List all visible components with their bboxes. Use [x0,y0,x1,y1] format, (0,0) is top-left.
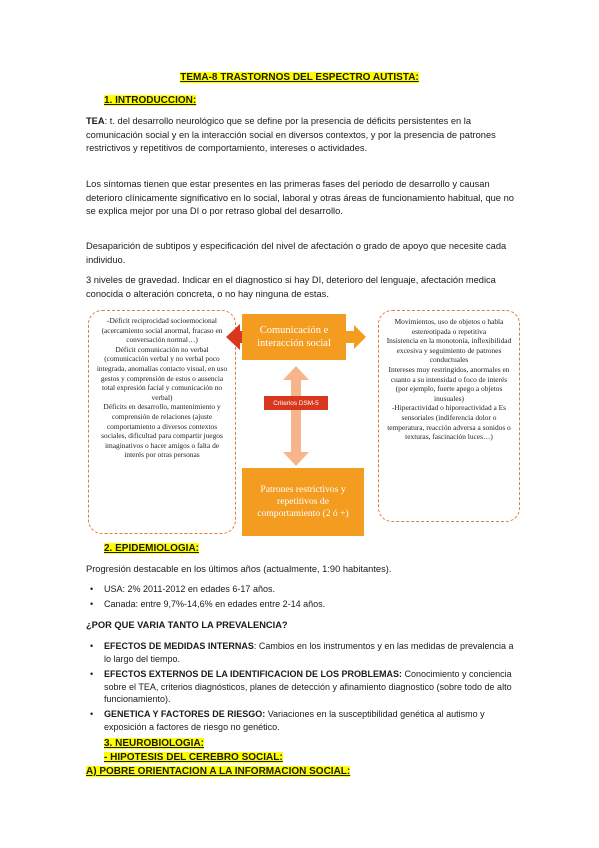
why-heading: ¿POR QUE VARIA TANTO LA PREVALENCIA? [86,620,288,630]
epi-bullet-canada: • Canada: entre 9,7%-14,6% en edades entre 2-14 años. [90,599,326,609]
diagram-right-text: Movimientos, uso de objetos o habla estereotipada o repetitiva Insistencia en la monotonía, inflexibilidad excesiva y seguimiento de patrones conductuales Intereses muy restringidos, anormales en cuanto a su intensidad o foco de interés (por ejemplo, fuerte apego a objetos inusuales) -Hiperactividad o hiporeactividad a Es sensoriales (indiferencia dolor o temperatura, reacción adversa a sonidos o texturas, fascinación luces…) [386,317,512,442]
criterios-dsm5-label: Criterios DSM-5 [264,396,328,410]
dsm5-criteria-diagram [86,308,522,540]
intro-paragraph-4: 3 niveles de gravedad. Indicar en el diagnostico si hay DI, deterioro del lenguaje, afectación medica conocida o alteración concreta, o no hay ninguna de estas. [86,275,496,299]
intro-paragraph-2: Los síntomas tienen que estar presentes en las primeras fases del periodo de desarrollo y causan deterioro clínicamente significativo en lo social, laboral y otras áreas de funcionamiento habitual, que no se explica mejor por una DI o por retraso global del desarrollo. [86,179,514,216]
document-title: TEMA-8 TRASTORNOS DEL ESPECTRO AUTISTA: [180,72,419,83]
diagram-left-text: -Déficit reciprocidad socioemocional (acercamiento social anormal, fracaso en conversación normal…) Déficit comunicación no verbal (comunicación verbal y no verbal poco integrada, anomalías contacto visual, en uso gestos y comprensión de estos o ausencia total expresión facial y comunicación no verbal) Déficits en desarrollo, mantenimiento y comprensión de relaciones (ajuste comportamiento a diversos contextos sociales, dificultad para compartir juegos imaginativos o hacer amigos o falta de interés por otras personas [96,316,228,460]
subheading-cerebro-social: - HIPOTESIS DEL CEREBRO SOCIAL: [104,752,283,763]
intro-paragraph-3: Desaparición de subtipos y especificación del nivel de afectación o grado de apoyo que necesite cada individuo. [86,241,507,265]
why-bullet-externos: • EFECTOS EXTERNOS DE LA IDENTIFICACION DE LOS PROBLEMAS: Conocimiento y conciencia sobre el TEA, criterios diagnósticos, planes de detección y afinamiento diagnostico (sobre todo de alto funcionamiento). [90,669,512,704]
epi-bullet-usa: • USA: 2% 2011-2012 en edades 6-17 años. [90,584,275,594]
arrow-right-icon [344,324,366,350]
diagram-right-box [378,310,520,522]
subheading-pobre-orientacion: A) POBRE ORIENTACION A LA INFORMACION SOCIAL: [86,766,351,777]
bullet-icon: • [90,709,94,719]
double-arrow-icon [283,366,309,466]
why-bullet-internas: • EFECTOS DE MEDIDAS INTERNAS: Cambios en los instrumentos y en las medidas de prevalencia a lo largo del tiempo. [90,641,514,664]
epi-paragraph: Progresión destacable en los últimos años (actualmente, 1:90 habitantes). [86,564,392,574]
bullet-icon: • [90,584,94,594]
section-heading-epidemiologia: 2. EPIDEMIOLOGIA: [104,543,200,554]
section-heading-neurobiologia: 3. NEUROBIOLOGIA: [104,738,205,749]
bullet-icon: • [90,599,94,609]
section-heading-introduccion: 1. INTRODUCCION: [104,95,197,106]
box-patrones: Patrones restrictivos y repetitivos de comportamiento (2 ó +) [242,468,364,536]
bullet-icon: • [90,669,94,679]
bullet-icon: • [90,641,94,651]
intro-paragraph-1: TEA: t. del desarrollo neurológico que se define por la presencia de déficits persistentes en la comunicación social y en la interacción social en diversos contextos, y por la presencia de patrones restrictivos y repetitivos de comportamiento, intereses o actividades. [86,116,496,153]
diagram-left-box [88,310,236,534]
why-bullet-genetica: • GENETICA Y FACTORES DE RIESGO: Variaciones en la susceptibilidad genética al autismo y exposición a factores de riesgo no genético. [90,709,485,732]
box-comunicacion: Comunicación e interacción social [242,314,346,360]
